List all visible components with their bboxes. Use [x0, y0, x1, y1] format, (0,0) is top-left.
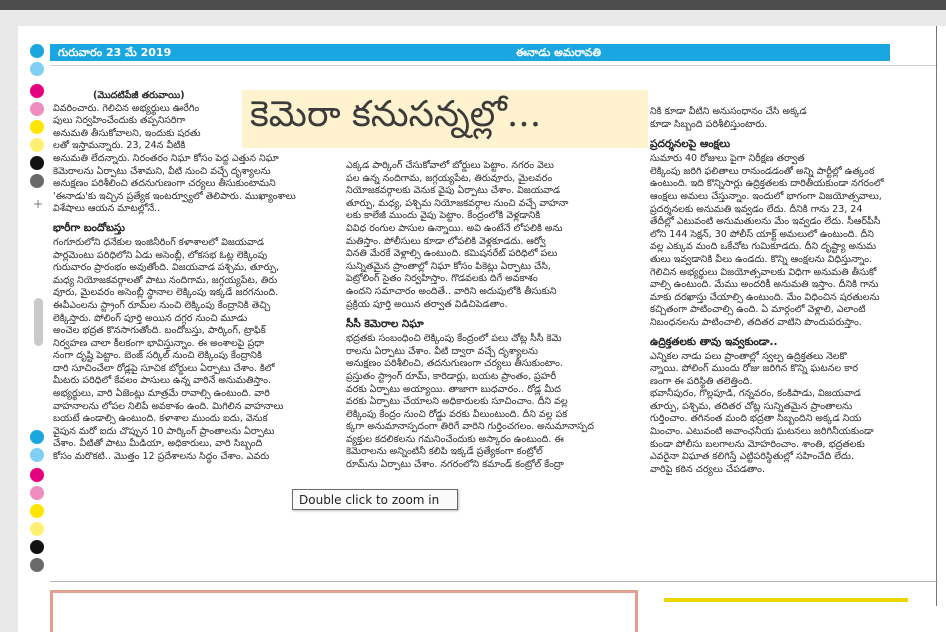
text-line: లెక్కింపు జరిగి ఫలితాలు రానుండడంతో అన్ని పార్టీల్లో ఉత్కంఠ: [650, 165, 875, 177]
text-line: ణంగా ఈ పరిస్థితి తలెత్తింది.: [650, 375, 753, 387]
body-text: [346, 333, 632, 472]
text-line: తేదీల్లో ఎటువంటి అనుమతులను మేం ఇవ్వడం లేదు. సీఆర్‌పీసీ: [650, 216, 881, 228]
reg-dot-grey: [30, 174, 44, 188]
text-line: వైపున మరో ఐదు చొప్పున 10 పార్కింగ్ ప్రాంతాలను ఏర్పాటు: [53, 425, 275, 437]
text-line: లకు కాలేజీ ముందు వైపు పెట్టాం. కేంద్రంలోకి వెళ్లడానికి: [346, 210, 541, 222]
reg-dot-cyan-light: [30, 62, 44, 76]
subhead-cctv: సీసీ కెమెరాల నిఘా: [346, 318, 424, 331]
next-article-box[interactable]: [50, 590, 638, 632]
text-line: అనుక్షణం పరిశీలించి తదనుగుణంగా చర్యలు తీసుకుంటామని: [53, 178, 276, 190]
text-line: మతిస్తాం. పోలీసులు కూడా లోపలికి వెళ్లకూడదు. ఆర్వో: [346, 235, 546, 247]
text-line: నియోజకవర్గాలకు వెనుక వైపు ఏర్పాటు చేశాం. విజయవాడ: [346, 185, 561, 197]
text-line: గుర్తించాం. తగినంత మంది భద్రతా సిబ్బందిని అక్కడ నియ: [650, 413, 862, 425]
text-line: ఆంక్షలు అమలు చేస్తున్నాం. ఇందులో భాగంగా విజయోత్సవాలు,: [650, 190, 882, 202]
text-line: ప్రస్తుతం స్ట్రాంగ్ రూమ్, కారిడార్లు, బయట ప్రాంతం, ప్రహరీ: [346, 370, 557, 382]
article-column-3: [650, 106, 932, 476]
article-column-2: [346, 160, 632, 472]
text-line: లతో ఇస్తామన్నారు. 23, 24న వీటికి: [53, 140, 186, 152]
text-line: నికి కూడా వీటిని అనుసంధానం చేసి అక్కడ: [650, 106, 807, 117]
text-line: వివరించారు. గెలిచిన అభ్యర్థులు ఊరేగిం: [53, 102, 200, 114]
page-right-border: [936, 26, 937, 606]
text-line: మించాం. ఎటువంటి అవాంఛనీయ ఘటనలు జరిగినీయకుండా: [650, 426, 874, 438]
body-text: [650, 351, 932, 477]
reg-dot-magenta-2: [30, 468, 44, 482]
text-line: ప్రదర్శనలకు అనుమతి ఇవ్వడం లేదు. దీనికి గాను 23, 24: [650, 203, 863, 215]
reg-dot-cyan-2: [30, 430, 44, 444]
text-line: విశేషాలు ఆయన మాటల్లోనే..: [53, 203, 161, 215]
text-line: కూడా సిబ్బంది పరిశీలిస్తుంటారు.: [650, 118, 768, 130]
crosshair-mark-icon: +: [33, 197, 44, 211]
viewer-top-bar: [0, 0, 946, 10]
reg-dot-yellow-light: [30, 138, 44, 152]
text-line: క్కగా అనుమానాస్పదంగా తిరిగే వారిని గుర్తించగలం. అనుమానాస్పద: [346, 421, 594, 433]
text-line: పులు నిర్వహించేందుకు తప్పనిసరిగా: [53, 115, 186, 127]
text-line: ఎన్నికల నాడు పలు ప్రాంతాల్లో స్వల్ప ఉద్రిక్తతలు నెలకొ: [650, 350, 847, 362]
text-line: మాకు దరఖాస్తు చేయాల్సి ఉంటుంది. మేం విధించిన షరతులను: [650, 291, 880, 303]
reg-dot-yellow-2: [30, 504, 44, 518]
text-line: ఉందని సమాచారం అందితే.. వారిని అదుపులోకి తీసుకుని: [346, 285, 557, 297]
reg-dot-yellow: [30, 120, 44, 134]
text-line: చేశాం. వీటితో పాటు మీడియా, అధికారులు, వారి సిబ్బంది: [53, 438, 263, 450]
text-line: కుండా పోలీసు బలగాలను మోహరించాం. శాంతి, భద్రతలకు: [650, 438, 865, 450]
reg-dot-cyan-light-2: [30, 448, 44, 462]
text-line: పార్లమెంటు పరిధిలోని ఏడు అసెంబ్లీ, లోకసభ ఓట్ల లెక్కింపు: [53, 249, 268, 261]
body-text: [650, 153, 932, 329]
text-line: అనుమతి లేదన్నారు. నిరంతరం నిఘా కోసం పెద్ద ఎత్తున నిఘా: [53, 152, 279, 164]
article-column-1: [53, 90, 331, 464]
text-line: పెట్రోలింగ్ సైతం నిర్వహిస్తాం. గొడవలకు దిగే అవకాశం: [346, 273, 538, 285]
text-line: వరకు ఏర్పాటు అయ్యాయి. తాజాగా బుధవారం.. రోడ్ల మీద: [346, 383, 561, 395]
scroll-handle[interactable]: [34, 298, 43, 346]
text-line: కచ్చితంగా పాటించాల్సి ఉంది. ఏ మార్గంలో వెళ్లాలి, ఎలాంటి: [650, 304, 866, 316]
reg-dot-magenta-light-2: [30, 486, 44, 500]
text-line: గెలిచిన అభ్యర్థులు విజయోత్సవాలకు విధిగా అనుమతి తీసుకో: [650, 266, 877, 278]
text-line: అనుమతి తీసుకోవాలని, ఇందుకు షరతు: [53, 127, 201, 139]
reg-dot-cyan: [30, 44, 44, 58]
text-line: గురువారం ప్రారంభం అవుతోంది. విజయవాడ పశ్చిమ, తూర్పు,: [53, 262, 280, 274]
edition-name: ఈనాడు అమరావతి: [516, 46, 601, 59]
text-line: వారిపై కఠిన చర్యలు చేపడతాం.: [650, 463, 766, 475]
next-article-accent: [664, 598, 908, 602]
text-line: కోసం మరొకటి.. మొత్తం 12 ప్రదేశాలను సిద్ధం చేశాం. ఎవరు: [53, 451, 270, 463]
subhead-security: భారీగా బందోబస్తు: [53, 221, 126, 234]
text-line: పల ఉన్న నందిగామ, జగ్గయ్యపేట, తిరువూరు, మైలవరం: [346, 172, 553, 184]
text-line: నిర్వహణ చాలా కీలకంగా భావిస్తున్నాం. ఈ అంశాలపై ప్రధా: [53, 337, 265, 349]
section-divider: [50, 581, 938, 582]
text-line: రాలను ఏర్పాటు చేశాం. వీటి ద్వారా వచ్చే దృశ్యాలను: [346, 345, 538, 357]
text-line: మధ్య నియోజకవర్గాలతో పాటు నందిగామ, జగ్గయ్యపేట, తిరు: [53, 274, 278, 286]
subhead-restrictions: ప్రదర్శనలపై ఆంక్షలు: [650, 138, 731, 151]
text-line: వివిధ రంగుల పాసుల ఉన్నాయి. అవి ఉంటేనే లోపలికి అను: [346, 222, 563, 234]
headline: కెమెరా కనుసన్నల్లో...: [250, 94, 542, 135]
reg-dot-magenta-light: [30, 102, 44, 116]
text-line: లెక్కిస్తారు. పోలింగ్ పూర్తి అయిన దగ్గర నుంచి మూడు: [53, 312, 248, 324]
continued-note: (మొదటిపేజీ తరువాయి): [93, 90, 185, 101]
text-line: న్నాయి. పోలింగ్ ముందు రోజు జరిగిన కొన్ని ఘటనల కార: [650, 363, 859, 375]
text-line: లెక్కింపు కేంద్రం నుంచి రోడ్డు వరకు వీలుంటుంది. దీని వల్ల పక: [346, 408, 568, 420]
text-line: బయటే ఉండాల్సి ఉంటుంది. కళాశాల ముందు ఐదు, వెనుక: [53, 413, 268, 425]
text-line: కెమెరాలను అన్నింటినీ కలిపి ఇక్కడే ప్రత్యేకంగా కంట్రోల్: [346, 446, 543, 458]
text-line: ప్రక్రియ పూర్తి అయిన తర్వాత విడిచిపెడతాం.: [346, 298, 508, 310]
text-line: అభ్యర్థులు, వారి ఏజెంట్లు మాత్రమే రావాల్సి ఉంటుంది. వారి: [53, 388, 270, 400]
text-line: తూర్పు, పశ్చిమ, తదితర చోట్ల సున్నితమైన ప్రాంతాలను: [650, 400, 853, 412]
intro-text: [53, 103, 331, 216]
text-line: వ్యక్తుల కదలికలను గమనించేందుకు అస్కారం ఉంటుంది. ఈ: [346, 433, 564, 445]
reg-dot-black-2: [30, 540, 44, 554]
body-text: [346, 160, 632, 311]
text-line: వరకు ఏర్పాటు చేయాలని అధికారులకు సూచించాం. దీని వల్ల: [346, 396, 568, 408]
body-text: [53, 237, 331, 464]
reg-dot-yellow-light-2: [30, 522, 44, 536]
text-line: తూర్పు, మధ్య, పశ్చిమ నియోజకవర్గాల నుంచి వచ్చే వాహనా: [346, 197, 569, 209]
text-line: మీటరు పరిధిలో కేవలం పాసులు ఉన్న వారినే అనుమతిస్తాం.: [53, 375, 271, 387]
text-line: వల్ల ఎక్కువ మంది ఒకేచోట గుమికూడదు. దీని దృష్ట్యా అనుమ: [650, 241, 877, 253]
subhead-tensions: ఉద్రిక్తతలకు తావు ఇవ్వకుండా..: [650, 335, 778, 348]
text-line: అనుక్షణం పరిశీలించి, తదనుగుణంగా చర్యలు తీసుకుంటాం.: [346, 358, 563, 370]
text-line: అంచెల భద్రత కొనసాగుతోంది. బందోబస్తు, పార్కింగ్, ట్రాఫిక్: [53, 325, 266, 337]
text-line: ఈవీఎంలను స్ట్రాంగ్ రూమ్‌ల నుంచి లెక్కింపు కేంద్రానికి తెచ్చి: [53, 299, 271, 311]
text-line: కెమెరాలను ఏర్పాటు చేశామని, వీటి నుంచి వచ్చే దృశ్యాలను: [53, 165, 271, 177]
zoom-tooltip: Double click to zoom in: [292, 489, 458, 510]
text-line: వాల్సి ఉంటుంది. మేము అందరికీ అనుమతి ఇస్తాం. దీనికి గాను: [650, 279, 879, 291]
text-line: వూరు, మైలవరం అసెంబ్లీ స్థానాల లెక్కింపు ఇక్కడే జరగనుంది.: [53, 287, 279, 299]
text-line: నంగా దృష్టి పెట్టాం. బెంజ్ సర్కిల్ నుంచి లెక్కింపు కేంద్రానికి: [53, 350, 262, 362]
reg-dot-grey-2: [30, 558, 44, 572]
text-line: లోని 144 సెక్షన్, 30 పోలీస్ యాక్ట్ అమలులో ఉంటుంది. దీని: [650, 228, 874, 240]
text-line: సుమారు 40 రోజులు పైగా నిరీక్షణ తర్వాత: [650, 153, 805, 165]
text-line: రూమ్‌ను ఏర్పాటు చేశాం. నగరంలోని కమాండ్ కంట్రోల్ కేంద్రా: [346, 459, 564, 471]
text-line: తులు ఇవ్వడానికి వీలు ఉండదు. కొన్ని ఆంక్షలను విధిస్తున్నాం.: [650, 253, 873, 265]
text-line: సున్నితమైన ప్రాంతాల్లో నిఘా కోసం పికెట్లు ఏర్పాటు చేసి,: [346, 260, 551, 272]
text-line: వినతి మేరకే వెళ్లాల్సి ఉంటుంది. కమిషనరేట్ పరిధిలో పలు: [346, 248, 558, 260]
reg-dot-black: [30, 156, 44, 170]
header-rule: [50, 65, 938, 66]
page-header-bar: [50, 44, 890, 61]
text-line: ఎక్కడ పార్కింగ్ చేసుకోవాలో బోర్డులు పెట్టాం. నగరం వెలు: [346, 160, 554, 171]
text-line: ఎవరైనా విఘాత కలిగిస్తే ఎట్టిపరిస్థితుల్లో సహించేది లేదు.: [650, 451, 854, 463]
text-line: నిబంధనలను పాటించాలి, తదితర వాటిని పొందుపరుస్తాం.: [650, 316, 862, 328]
text-line: 'ఈనాడు'కు ఇచ్చిన ప్రత్యేక ఇంటర్వ్యూలో తెలిపారు. ముఖ్యాంశాలు: [53, 190, 296, 202]
text-line: దారి సూచించేలా రోడ్లపై సూచిక బోర్డులు ఏర్పాటు చేశాం. కిలో: [53, 362, 275, 374]
text-line: ఉంటుంది. ఇది కొన్నిసార్లు ఉద్రిక్తతలకు దారితీయకుండా నగరంలో: [650, 178, 884, 190]
text-line: భద్రతకు సంబంధించి లెక్కింపు కేంద్రంలో పలు చోట్ల సీసీ కెమె: [346, 333, 562, 345]
edition-date: గురువారం 23 మే 2019: [58, 46, 172, 59]
reg-dot-magenta: [30, 84, 44, 98]
text-line: వాహనాలను లోపల నిలిపే అవకాశం ఉంది. మిగిలిన వాహనాలు: [53, 400, 284, 412]
text-line: భవానీపురం, గొల్లపూడి, గన్నవరం, కంకిపాడు, విజయవాడ: [650, 388, 861, 400]
text-line: గంగూరులోని ధనేకుల ఇంజినీరింగ్ కళాశాలలో విజయవాడ: [53, 236, 265, 248]
body-text: [650, 106, 932, 131]
